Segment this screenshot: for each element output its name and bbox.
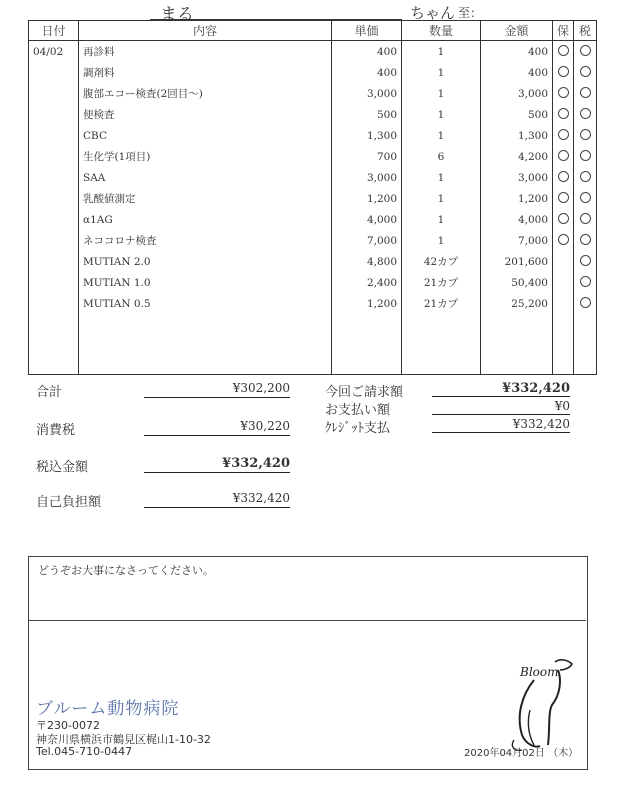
row-qty: 1 [402,167,481,188]
circle-mark-icon [580,171,591,182]
clinic-tel: Tel.045-710-0447 [36,745,133,758]
row-unit-price: 700 [332,146,402,167]
col-date: 日付 [29,21,79,41]
tax-value: ¥30,220 [144,419,290,436]
row-amount: 500 [481,104,553,125]
circle-mark-icon [558,66,569,77]
row-insurance [553,104,574,125]
col-insurance: 保 [553,21,574,41]
row-unit-price: 1,200 [332,293,402,314]
table-row [29,293,597,314]
table-row [29,167,597,188]
table-row [29,251,597,272]
col-content: 内容 [79,21,332,41]
items-table [28,20,597,375]
clinic-name: ブルーム動物病院 [36,699,180,719]
row-item: 乳酸値測定 [79,188,332,209]
row-amount: 7,000 [481,230,553,251]
row-item: 生化学(1項目) [79,146,332,167]
row-amount: 3,000 [481,167,553,188]
circle-mark-icon [580,87,591,98]
table-row [29,41,597,63]
row-tax [574,104,597,125]
circle-mark-icon [558,171,569,182]
table-row [29,209,597,230]
row-qty: 1 [402,41,481,63]
row-date [29,293,79,314]
row-date [29,251,79,272]
row-unit-price: 3,000 [332,167,402,188]
row-tax [574,188,597,209]
row-qty: 42カプ [402,251,481,272]
self-pay-label: 自己負担額 [36,495,102,510]
empty-cell [29,314,79,375]
row-amount: 4,200 [481,146,553,167]
row-insurance [553,146,574,167]
total-incl-tax-label: 税込金額 [36,460,89,475]
table-header-row [29,21,597,41]
table-row [29,230,597,251]
self-pay-value: ¥332,420 [144,491,290,508]
row-qty: 1 [402,83,481,104]
table-row [29,272,597,293]
row-unit-price: 1,300 [332,125,402,146]
row-tax [574,62,597,83]
circle-mark-icon [558,213,569,224]
row-date [29,104,79,125]
credit-value: ¥332,420 [432,417,570,433]
row-qty: 21カプ [402,293,481,314]
row-item: 腹部エコー検査(2回目～) [79,83,332,104]
row-tax [574,167,597,188]
paid-label: お支払い額 [325,403,391,418]
row-qty: 1 [402,62,481,83]
clinic-address: 神奈川県横浜市鶴見区梶山1-10-32 [36,733,211,746]
row-item: α1AG [79,209,332,230]
row-date [29,167,79,188]
row-date [29,230,79,251]
row-tax [574,251,597,272]
circle-mark-icon [580,150,591,161]
circle-mark-icon [580,255,591,266]
tax-label: 消費税 [36,423,76,438]
row-tax [574,41,597,63]
circle-mark-icon [580,129,591,140]
row-date [29,62,79,83]
circle-mark-icon [580,45,591,56]
circle-mark-icon [580,108,591,119]
circle-mark-icon [558,129,569,140]
clinic-postal: 〒230-0072 [36,719,100,732]
empty-cell [553,314,574,375]
row-item: CBC [79,125,332,146]
row-amount: 400 [481,62,553,83]
row-insurance [553,167,574,188]
row-qty: 6 [402,146,481,167]
row-item: MUTIAN 2.0 [79,251,332,272]
row-qty: 1 [402,125,481,146]
row-tax [574,272,597,293]
circle-mark-icon [558,108,569,119]
row-date [29,188,79,209]
row-amount: 3,000 [481,83,553,104]
row-date [29,146,79,167]
billed-label: 今回ご請求額 [325,385,404,400]
empty-cell [574,314,597,375]
circle-mark-icon [580,234,591,245]
row-insurance [553,251,574,272]
row-amount: 25,200 [481,293,553,314]
row-insurance [553,188,574,209]
row-insurance [553,230,574,251]
subtotal-value: ¥302,200 [144,381,290,398]
row-tax [574,83,597,104]
subtotal-label: 合計 [36,385,63,400]
circle-mark-icon [558,87,569,98]
row-tax [574,146,597,167]
row-tax [574,125,597,146]
row-unit-price: 400 [332,41,402,63]
billed-value: ¥332,420 [432,381,570,397]
row-tax [574,293,597,314]
row-amount: 400 [481,41,553,63]
total-incl-tax-value: ¥332,420 [144,456,290,473]
col-tax: 税 [574,21,597,41]
empty-cell [402,314,481,375]
circle-mark-icon [580,213,591,224]
table-filler-row [29,314,597,375]
row-unit-price: 4,800 [332,251,402,272]
circle-mark-icon [558,150,569,161]
row-amount: 1,200 [481,188,553,209]
honorific: ちゃん [410,4,456,22]
col-amount: 金額 [481,21,553,41]
row-item: 再診料 [79,41,332,63]
pet-name: まる [160,5,194,25]
row-insurance [553,209,574,230]
logo-text: Bloom [520,665,559,679]
table-row [29,188,597,209]
message-text: どうぞお大事になさってください。 [38,564,214,577]
row-item: SAA [79,167,332,188]
row-insurance [553,41,574,63]
table-row [29,83,597,104]
row-unit-price: 500 [332,104,402,125]
row-item: MUTIAN 1.0 [79,272,332,293]
row-date [29,125,79,146]
row-date [29,83,79,104]
row-tax [574,230,597,251]
row-tax [574,209,597,230]
row-qty: 1 [402,104,481,125]
row-amount: 201,600 [481,251,553,272]
circle-mark-icon [558,234,569,245]
row-insurance [553,62,574,83]
issue-date: 2020年04月02日 （木） [464,748,579,759]
table-row [29,146,597,167]
row-unit-price: 2,400 [332,272,402,293]
row-insurance [553,293,574,314]
message-divider [28,620,586,621]
row-unit-price: 7,000 [332,230,402,251]
row-item: 便検査 [79,104,332,125]
col-unit-price: 単価 [332,21,402,41]
row-item: ネココロナ検査 [79,230,332,251]
row-qty: 1 [402,209,481,230]
table-row [29,104,597,125]
row-qty: 21カプ [402,272,481,293]
paid-value: ¥0 [432,399,570,415]
row-date [29,209,79,230]
row-amount: 50,400 [481,272,553,293]
row-item: MUTIAN 0.5 [79,293,332,314]
empty-cell [481,314,553,375]
circle-mark-icon [580,276,591,287]
circle-mark-icon [580,297,591,308]
empty-cell [79,314,332,375]
circle-mark-icon [580,192,591,203]
empty-cell [332,314,402,375]
row-amount: 1,300 [481,125,553,146]
row-unit-price: 3,000 [332,83,402,104]
row-date: 04/02 [29,41,79,63]
row-qty: 1 [402,230,481,251]
row-qty: 1 [402,188,481,209]
row-date [29,272,79,293]
col-qty: 数量 [402,21,481,41]
row-insurance [553,272,574,293]
row-amount: 4,000 [481,209,553,230]
table-row [29,62,597,83]
row-insurance [553,125,574,146]
row-unit-price: 1,200 [332,188,402,209]
row-insurance [553,83,574,104]
credit-label: ｸﾚｼﾞｯﾄ支払 [325,421,391,436]
table-row [29,125,597,146]
circle-mark-icon [558,192,569,203]
row-item: 調剤料 [79,62,332,83]
row-unit-price: 4,000 [332,209,402,230]
to-label: 至： [458,6,483,20]
row-unit-price: 400 [332,62,402,83]
circle-mark-icon [558,45,569,56]
circle-mark-icon [580,66,591,77]
